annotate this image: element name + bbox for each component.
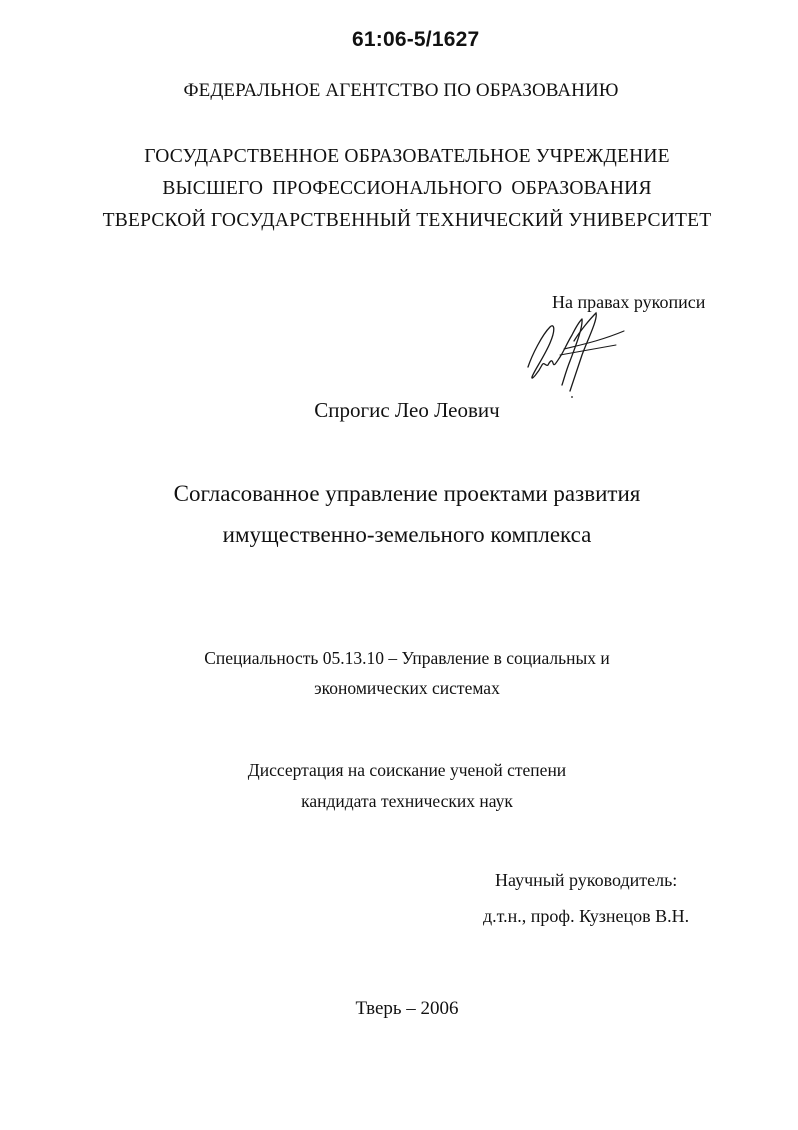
supervisor-label: Научный руководитель: [495, 870, 678, 890]
institution-line-1: ГОСУДАРСТВЕННОЕ ОБРАЗОВАТЕЛЬНОЕ УЧРЕЖДЕНИЕ [144, 146, 670, 167]
institution-line-2: ВЫСШЕГО ПРОФЕССИОНАЛЬНОГО ОБРАЗОВАНИЯ [162, 178, 652, 199]
degree-line-1: Диссертация на соискание ученой степени [247, 760, 567, 780]
thesis-title-line-1: Согласованное управление проектами развития [173, 481, 641, 506]
manuscript-rights-note: На правах рукописи [552, 292, 706, 312]
city-year: Тверь – 2006 [355, 998, 459, 1019]
institution-line-3: ТВЕРСКОЙ ГОСУДАРСТВЕННЫЙ ТЕХНИЧЕСКИЙ УНИВЕРСИТЕТ [102, 210, 712, 231]
supervisor-name: д.т.н., проф. Кузнецов В.Н. [483, 906, 690, 926]
degree-line-2: кандидата технических наук [301, 791, 513, 811]
thesis-title-line-2: имущественно-земельного комплекса [222, 522, 592, 547]
specialty-line-2: экономических системах [314, 678, 500, 698]
author-name: Спрогис Лео Леович [314, 398, 500, 422]
specialty-line-1: Специальность 05.13.10 – Управление в социальных и [204, 648, 610, 668]
registry-code: 61:06-5/1627 [352, 28, 480, 51]
handwritten-signature [520, 305, 630, 400]
agency-name: ФЕДЕРАЛЬНОЕ АГЕНТСТВО ПО ОБРАЗОВАНИЮ [183, 80, 619, 101]
